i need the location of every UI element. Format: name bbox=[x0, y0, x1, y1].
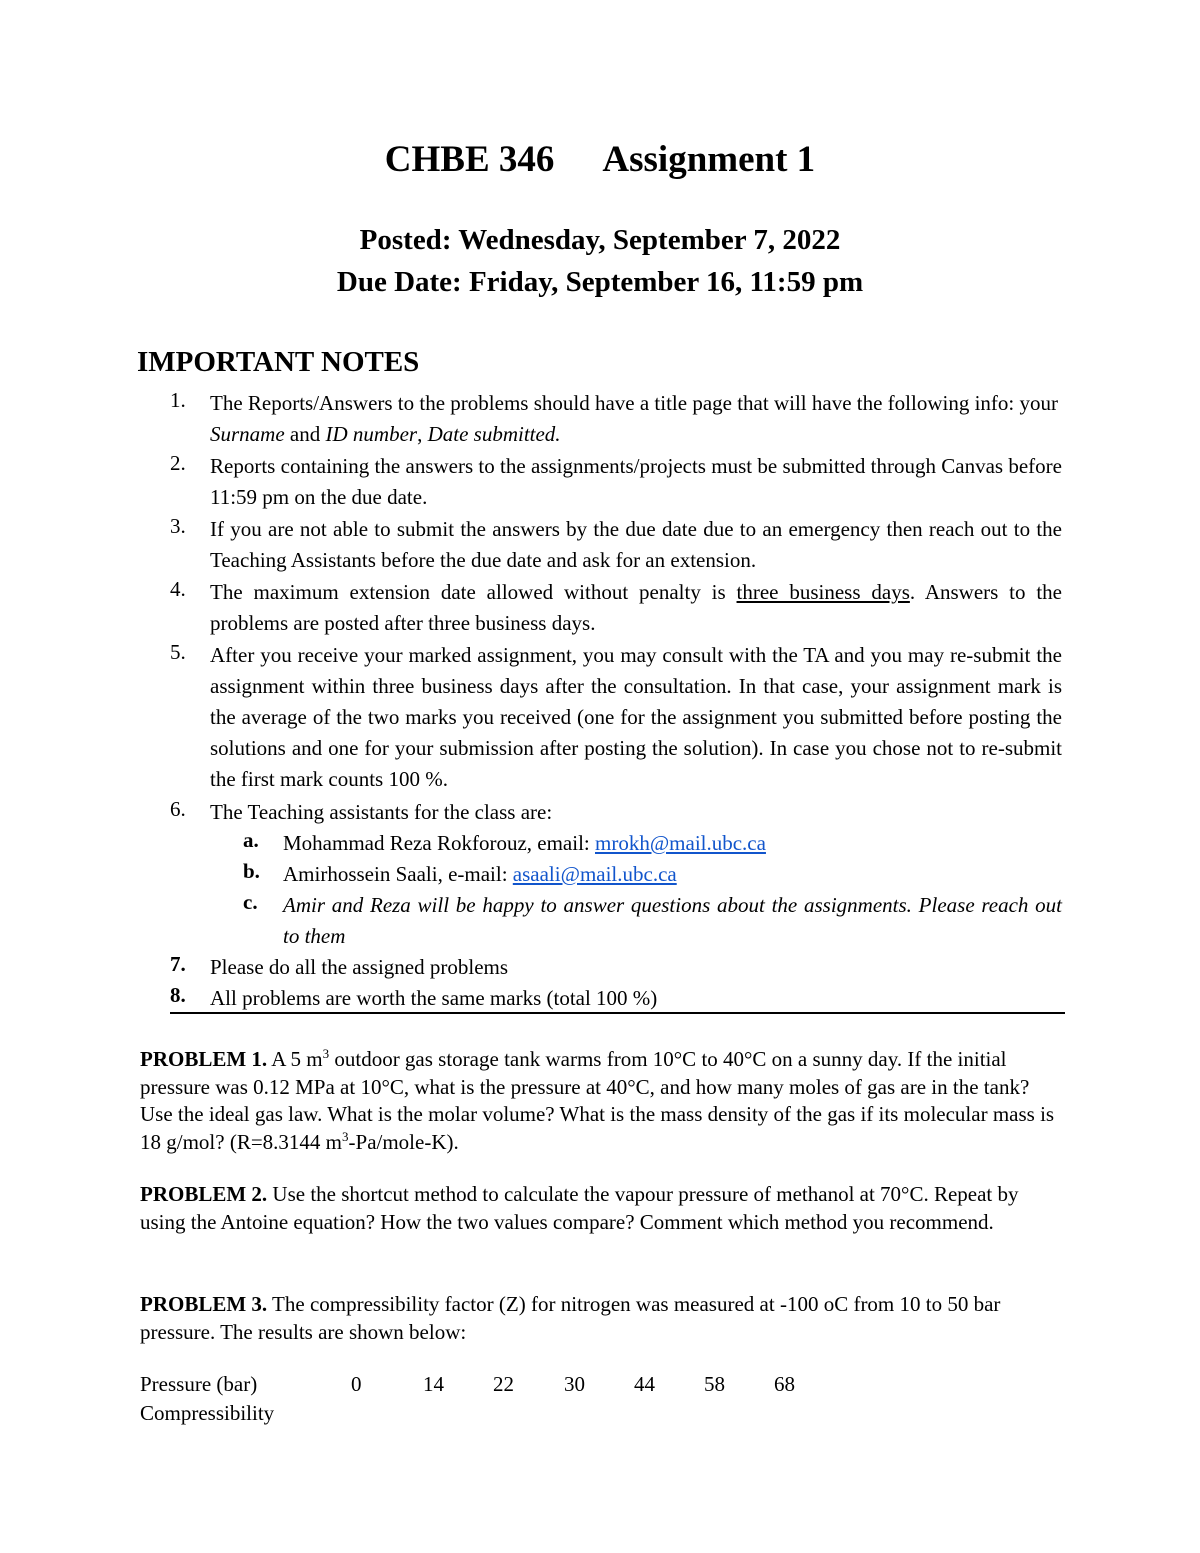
ta-letter: c. bbox=[243, 890, 258, 914]
item-number: 2. bbox=[170, 451, 186, 475]
ta-text: Amir and Reza will be happy to answer questions about the assignments. Please reach out to them bbox=[283, 893, 1062, 948]
item-number: 1. bbox=[170, 388, 186, 412]
ta-email-link[interactable]: mrokh@mail.ubc.ca bbox=[595, 831, 766, 855]
ta-text: Amirhossein Saali, e-mail: asaali@mail.ubc.ca bbox=[283, 862, 677, 886]
table-cell: 22 bbox=[493, 1372, 514, 1396]
ta-letter: b. bbox=[243, 859, 260, 883]
document-title bbox=[0, 138, 1200, 181]
table-cell: 0 bbox=[351, 1372, 362, 1396]
table-cell: 44 bbox=[634, 1372, 655, 1396]
problem-label: PROBLEM 3. bbox=[140, 1292, 268, 1316]
item-number: 6. bbox=[170, 797, 186, 821]
item-text: All problems are worth the same marks (total 100 %) bbox=[210, 986, 658, 1010]
item-number: 3. bbox=[170, 514, 186, 538]
item-text: The Teaching assistants for the class are: bbox=[210, 800, 553, 824]
row-label: Pressure (bar) bbox=[140, 1372, 258, 1396]
row-label: Compressibility bbox=[140, 1401, 275, 1425]
item-number: 8. bbox=[170, 983, 186, 1007]
item-number: 5. bbox=[170, 640, 186, 664]
notes-heading: IMPORTANT NOTES bbox=[137, 346, 420, 378]
ta-text: Mohammad Reza Rokforouz, email: mrokh@mail.ubc.ca bbox=[283, 831, 766, 855]
item-text: If you are not able to submit the answers by the due date due to an emergency then reach out to the Teaching Assistants before the due date and ask for an extension. bbox=[210, 517, 1062, 572]
assignment-title: Assignment 1 bbox=[602, 139, 816, 180]
item-number: 7. bbox=[170, 952, 186, 976]
posted-date: Posted: Wednesday, September 7, 2022 bbox=[359, 224, 841, 256]
table-cell: 58 bbox=[704, 1372, 725, 1396]
item-text: Please do all the assigned problems bbox=[210, 955, 509, 979]
table-cell: 68 bbox=[774, 1372, 795, 1396]
problem-3: PROBLEM 3. The compressibility factor (Z) for nitrogen was measured at -100 oC from 10 to 50 bar pressure. The results are shown below: bbox=[140, 1292, 1001, 1344]
problem-2: PROBLEM 2. Use the shortcut method to calculate the vapour pressure of methanol at 70°C. Repeat by using the Antoine equation? How the two values compare? Comment which method you recommend. bbox=[140, 1182, 1019, 1234]
due-date: Due Date: Friday, September 16, 11:59 pm bbox=[336, 266, 864, 298]
table-cell: 30 bbox=[564, 1372, 585, 1396]
table-cell: 14 bbox=[423, 1372, 444, 1396]
item-text: The Reports/Answers to the problems should have a title page that will have the following info: your Surname and ID number, Date submitted. bbox=[210, 391, 1058, 446]
section-divider bbox=[170, 1012, 1065, 1014]
item-text: Reports containing the answers to the assignments/projects must be submitted through Canvas before 11:59 pm on the due date. bbox=[210, 454, 1062, 509]
course-code: CHBE 346 bbox=[384, 139, 555, 180]
problem-label: PROBLEM 1. bbox=[140, 1047, 268, 1071]
item-text: After you receive your marked assignment, you may consult with the TA and you may re-submit the assignment within three business days after the consultation. In that case, your assignment mark is the average of the two marks you received (one for the assignment you submitted before posting the solutions and one for your submission after posting the solution). In case you chose not to re-submit the first mark counts 100 %. bbox=[210, 643, 1062, 791]
problem-label: PROBLEM 2. bbox=[140, 1182, 268, 1206]
ta-letter: a. bbox=[243, 828, 259, 852]
item-number: 4. bbox=[170, 577, 186, 601]
problem-1: PROBLEM 1. A 5 $m^3$ outdoor gas storage tank warms from 10°C to 40°C on a sunny day. If the initial pressure was 0.12 MPa at 10°C, what is the pressure at 40°C, and how many moles of gas are in the tank? Use the ideal gas law. What is the molar volume? What is the mass density of the gas if its molecular mass is 18 g/mol? (R=8.3144 $m^3-Pa/mole-K$). bbox=[140, 1046, 1055, 1154]
item-text: The maximum extension date allowed without penalty is three business days. Answers to the problems are posted after three business days. bbox=[210, 580, 1062, 635]
ta-email-link[interactable]: asaali@mail.ubc.ca bbox=[512, 862, 677, 886]
